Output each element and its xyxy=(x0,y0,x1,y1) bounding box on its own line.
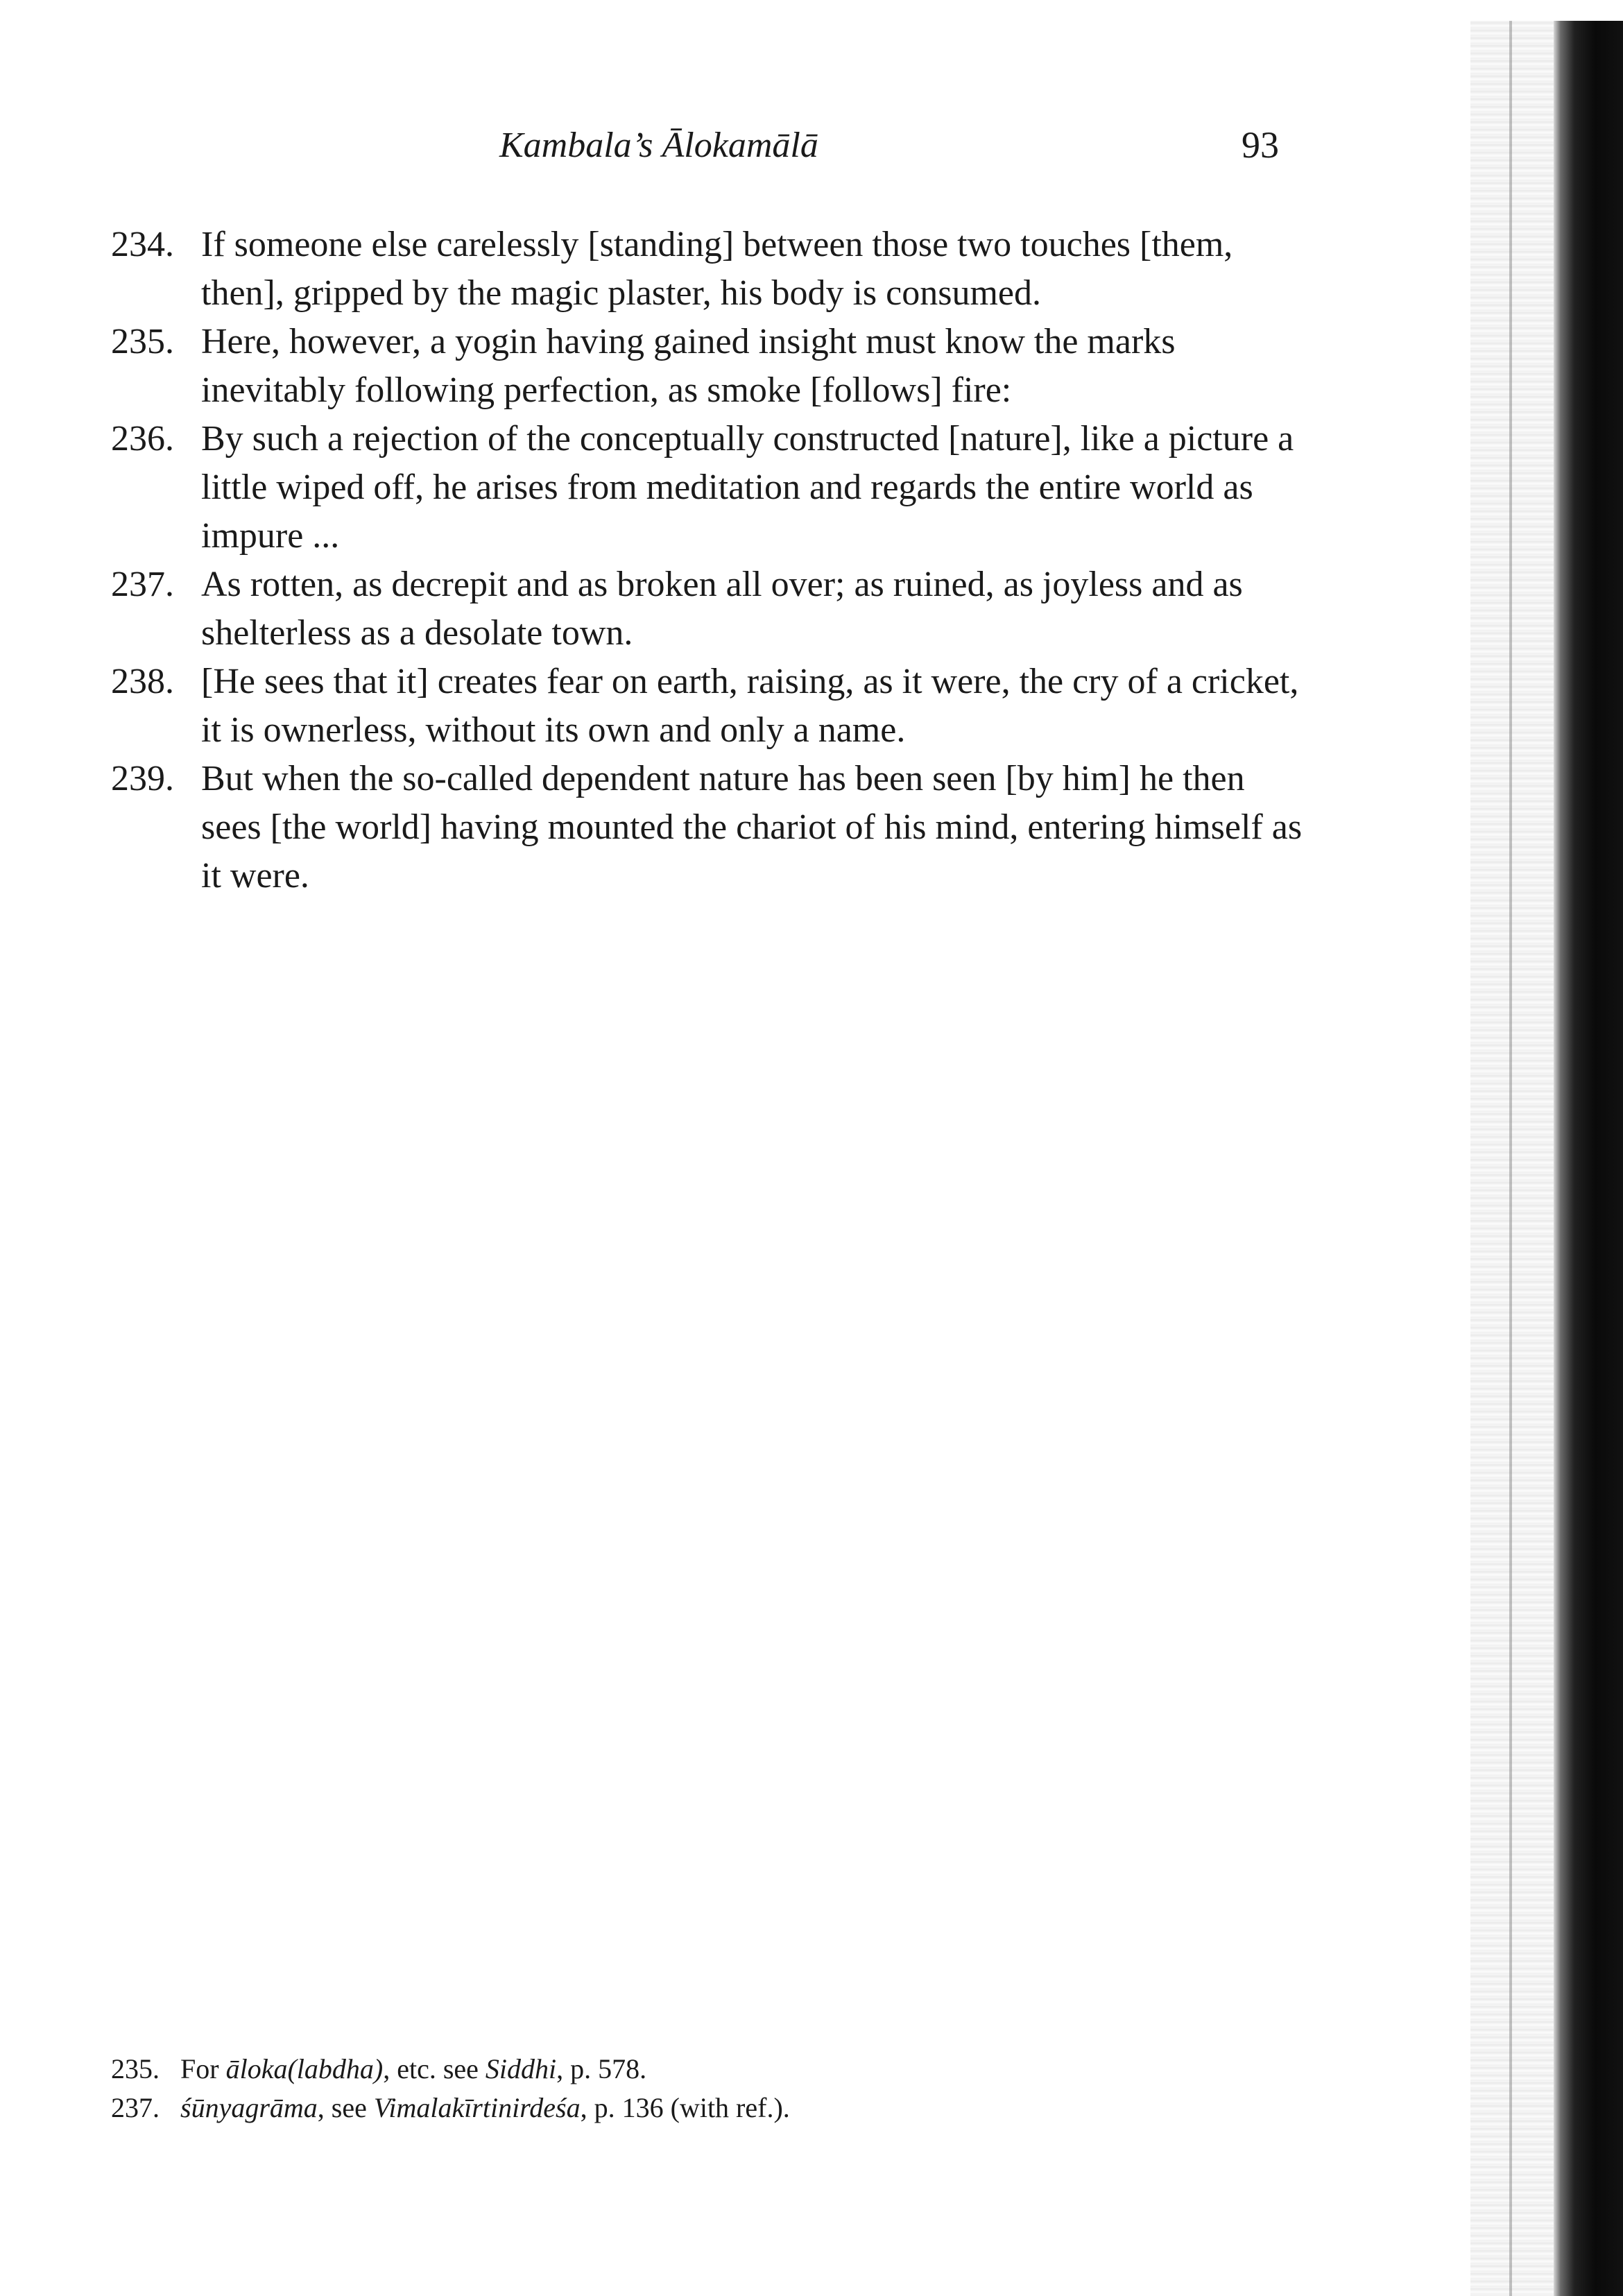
verse-text: But when the so-called dependent nature has been seen [by him] he then sees [the world] having mounted the chariot of his mind, entering himself as it were. xyxy=(201,759,1303,896)
footnote-237 xyxy=(111,2089,1290,2127)
footnote-middle: , etc. see xyxy=(383,2053,486,2084)
verse-238 xyxy=(111,658,1304,755)
verse-text: Here, however, a yogin having gained insight must know the marks inevitably following perfection, as smoke [follows] fire: xyxy=(201,322,1176,410)
verse-number: 234. xyxy=(111,225,174,264)
scan-gutter-shading xyxy=(1470,21,1554,2296)
verse-number: 236. xyxy=(111,419,174,459)
footnote-middle: , see xyxy=(317,2092,374,2123)
verse-text: As rotten, as decrepit and as broken all over; as ruined, as joyless and as shelterless as a desolate town. xyxy=(201,565,1243,653)
verse-number: 235. xyxy=(111,322,174,361)
verse-text: By such a rejection of the conceptually constructed [nature], like a picture a little wiped off, he arises from meditation and regards the entire world as impure ... xyxy=(201,419,1294,556)
footnote-235 xyxy=(111,2050,1290,2089)
verse-text: If someone else carelessly [standing] between those two touches [them, then], gripped by the magic plaster, his body is consumed. xyxy=(201,225,1233,313)
footnote-suffix: , p. 136 (with ref.). xyxy=(580,2092,790,2123)
verse-236 xyxy=(111,415,1304,560)
footnote-prefix: For xyxy=(180,2053,226,2084)
verse-number: 237. xyxy=(111,565,174,604)
verse-235 xyxy=(111,318,1304,415)
footnote-reference: Siddhi xyxy=(485,2053,557,2084)
verse-237 xyxy=(111,560,1304,658)
verse-number: 239. xyxy=(111,759,174,798)
verse-number: 238. xyxy=(111,662,174,701)
scan-spine-shadow xyxy=(1554,21,1623,2296)
footnotes xyxy=(111,2050,1290,2127)
footnote-suffix: , p. 578. xyxy=(556,2053,647,2084)
scan-gutter-line xyxy=(1509,21,1512,2296)
verse-239 xyxy=(111,755,1304,900)
footnote-term: śūnyagrāma xyxy=(180,2092,318,2123)
running-title: Kambala’s Ālokamālā xyxy=(499,126,818,165)
footnote-number: 237. xyxy=(111,2092,160,2123)
verse-list xyxy=(111,221,1304,900)
footnote-number: 235. xyxy=(111,2053,160,2084)
footnote-reference: Vimalakīrtinirdeśa xyxy=(373,2092,581,2123)
verse-text: [He sees that it] creates fear on earth, raising, as it were, the cry of a cricket, it is ownerless, without its own and only a name. xyxy=(201,662,1299,750)
page-number: 93 xyxy=(1242,124,1279,166)
verse-234 xyxy=(111,221,1304,318)
footnote-term: āloka(labdha) xyxy=(225,2053,384,2084)
